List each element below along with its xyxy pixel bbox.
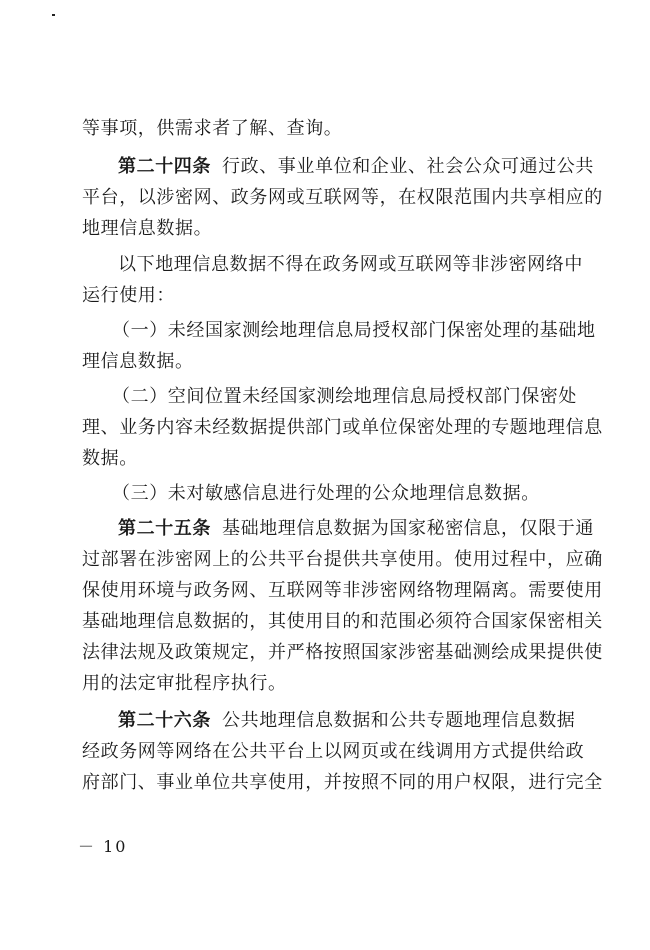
- text-line: 运行使用：: [82, 285, 175, 306]
- text-line: 保使用环境与政务网、互联网等非涉密网络物理隔离。需要使用: [82, 580, 603, 601]
- text-line: 公共地理信息数据和公共专题地理信息数据: [222, 710, 576, 731]
- list-item-1: （一）未经国家测绘地理信息局授权部门保密处理的基础地: [112, 320, 596, 341]
- article-heading-26: 第二十六条: [118, 710, 211, 731]
- text-line: 用的法定审批程序执行。: [82, 673, 287, 694]
- list-item-3: （三）未对敏感信息进行处理的公众地理信息数据。: [112, 483, 540, 504]
- text-line: 平台，以涉密网、政务网或互联网等，在权限范围内共享相应的: [82, 187, 603, 208]
- scan-speck: [52, 14, 55, 16]
- text-line: 以下地理信息数据不得在政务网或互联网等非涉密网络中: [118, 254, 583, 275]
- text-line: 府部门、事业单位共享使用，并按照不同的用户权限，进行完全: [82, 772, 603, 793]
- text-line: 理信息数据。: [82, 351, 194, 372]
- text-line: 经政务网等网络在公共平台上以网页或在线调用方式提供给政: [82, 741, 585, 762]
- text-line: 基础地理信息数据为国家秘密信息，仅限于通: [222, 518, 594, 539]
- page-number: － 10: [78, 837, 128, 856]
- article-heading-25: 第二十五条: [118, 518, 211, 539]
- text-line: 理、业务内容未经数据提供部门或单位保密处理的专题地理信息: [82, 417, 603, 438]
- list-item-2: （二）空间位置未经国家测绘地理信息局授权部门保密处: [112, 386, 577, 407]
- text-line: 行政、事业单位和企业、社会公众可通过公共: [222, 156, 594, 177]
- article-heading-24: 第二十四条: [118, 156, 211, 177]
- text-line: 数据。: [82, 448, 138, 469]
- text-line: 过部署在涉密网上的公共平台提供共享使用。使用过程中，应确: [82, 549, 603, 570]
- text-line: 法律法规及政策规定，并严格按照国家涉密基础测绘成果提供使: [82, 642, 603, 663]
- text-line: 地理信息数据。: [82, 218, 213, 239]
- text-line: 等事项，供需求者了解、查询。: [82, 118, 343, 139]
- text-line: 基础地理信息数据的，其使用目的和范围必须符合国家保密相关: [82, 611, 603, 632]
